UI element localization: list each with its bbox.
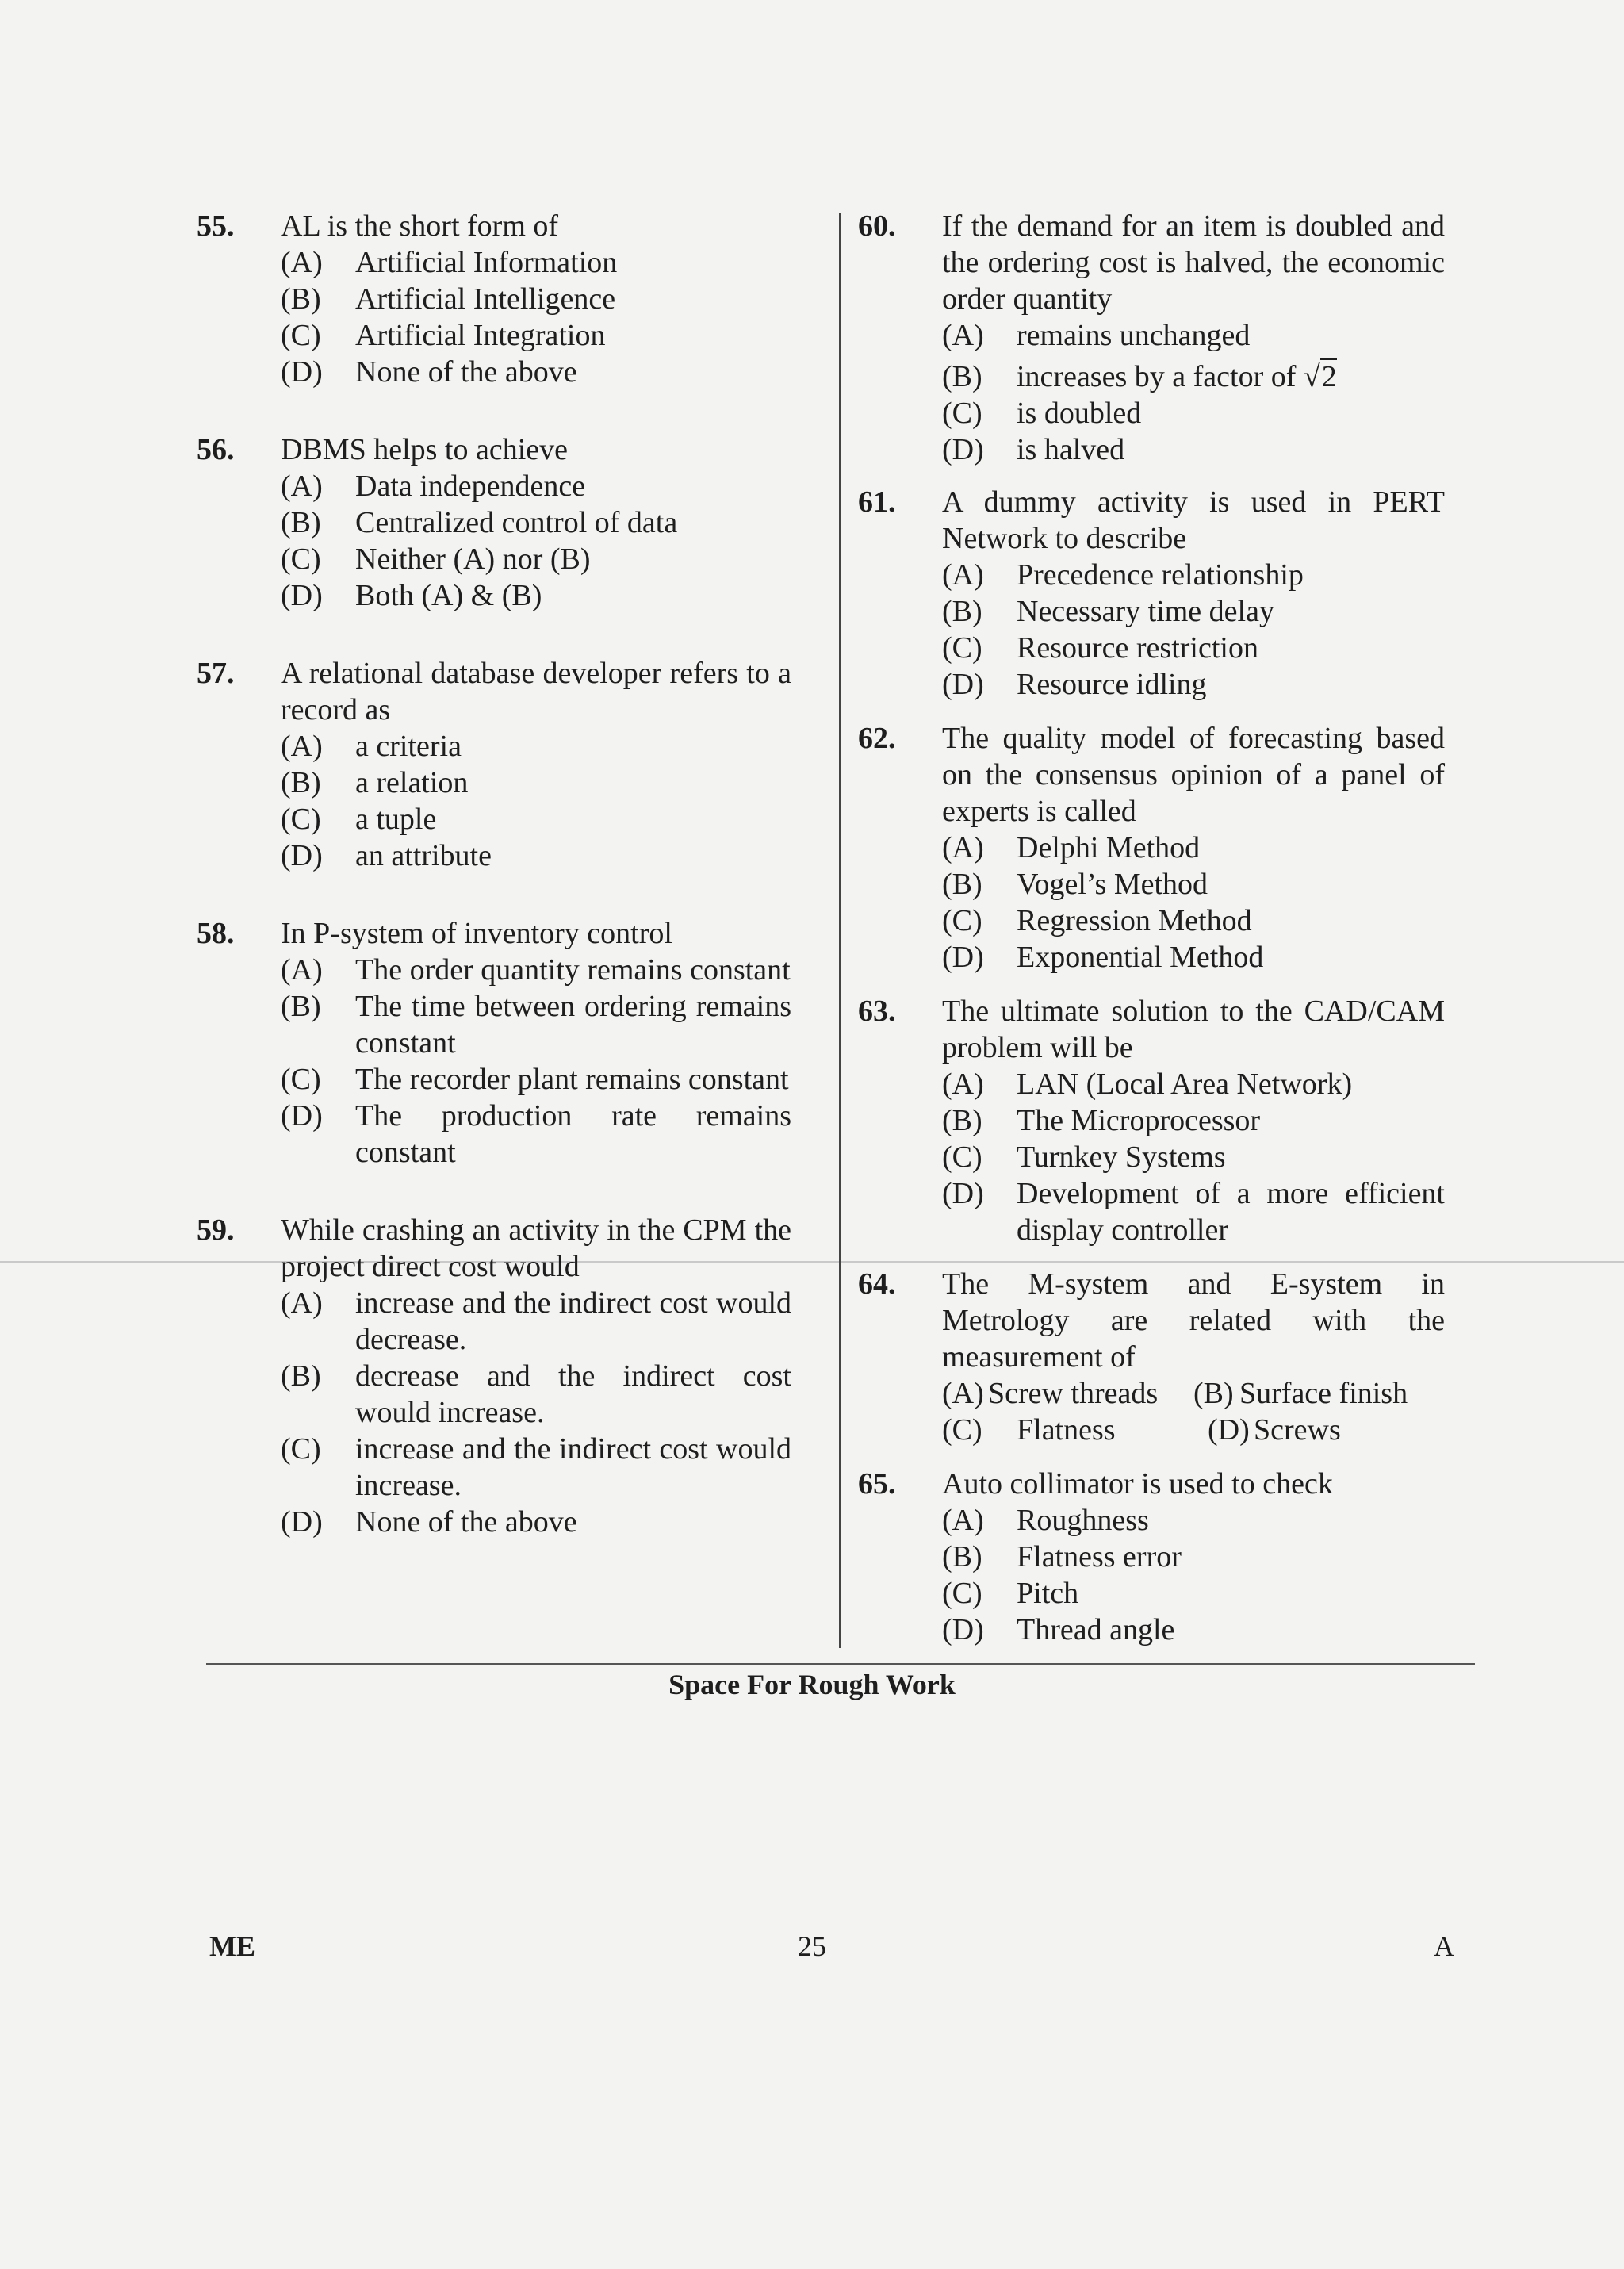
bottom-rule (206, 1663, 1475, 1665)
option-d: (D) None of the above (281, 355, 577, 389)
question-stem: AL is the short form of (281, 209, 559, 243)
right-column (858, 208, 1445, 1648)
question-number: 55. (197, 209, 235, 243)
question-56 (197, 431, 791, 614)
question-stem: The quality model of forecasting based on the consensus opinion of a panel of experts is called (942, 722, 1445, 828)
footer-page-number: 25 (798, 1930, 826, 1962)
option-d: (D) Screws (1208, 1413, 1341, 1447)
option-c: (C) Regression Method (942, 904, 1252, 937)
question-65 (858, 1466, 1445, 1648)
option-row (942, 1412, 1445, 1448)
option-d: (D) The production rate remains constant (281, 1099, 791, 1169)
option-c: (C) increase and the indirect cost would increase. (281, 1432, 791, 1502)
question-61 (858, 484, 1445, 703)
question-stem: A dummy activity is used in PERT Network to describe (942, 485, 1445, 555)
question-number: 58. (197, 917, 235, 950)
option-b: (B) Vogel’s Method (942, 868, 1208, 901)
question-number: 63. (858, 995, 896, 1028)
column-divider (839, 213, 841, 1648)
option-a: (A) Screw threads (942, 1377, 1159, 1410)
option-d: (D) Exponential Method (942, 941, 1264, 974)
option-a: (A) a criteria (281, 730, 462, 763)
question-stem: Auto collimator is used to check (942, 1467, 1333, 1501)
option-a: (A) LAN (Local Area Network) (942, 1067, 1353, 1101)
option-b: (B) Artificial Intelligence (281, 282, 616, 316)
question-number: 65. (858, 1467, 896, 1501)
question-number: 61. (858, 485, 896, 519)
question-stem: If the demand for an item is doubled and the ordering cost is halved, the economic order quantity (942, 209, 1445, 316)
question-60 (858, 208, 1445, 468)
option-d: (D) Development of a more efficient display controller (942, 1177, 1445, 1247)
question-64 (858, 1266, 1445, 1448)
option-b: (B) Flatness error (942, 1540, 1182, 1573)
question-number: 62. (858, 722, 896, 755)
option-c: (C) Turnkey Systems (942, 1140, 1226, 1174)
rough-work-heading: Space For Rough Work (668, 1669, 956, 1700)
option-c: (C) a tuple (281, 803, 437, 836)
option-b: (B) Centralized control of data (281, 506, 678, 539)
option-b: (B) Necessary time delay (942, 595, 1274, 628)
option-a: (A) remains unchanged (942, 319, 1251, 352)
question-stem: A relational database developer refers to a record as (281, 657, 791, 726)
question-58 (197, 915, 791, 1171)
question-stem: The M-system and E-system in Metrology are related with the measurement of (942, 1267, 1445, 1374)
square-root: √2 (1303, 360, 1337, 393)
option-d: (D) Resource idling (942, 668, 1207, 701)
option-c: (C) Flatness (942, 1413, 1116, 1447)
option-a: (A) increase and the indirect cost would decrease. (281, 1286, 791, 1356)
option-d: (D) Both (A) & (B) (281, 579, 542, 612)
option-c: (C) Resource restriction (942, 631, 1258, 665)
option-b: (B) The Microprocessor (942, 1104, 1261, 1137)
option-c: (C) Artificial Integration (281, 319, 606, 352)
question-59 (197, 1212, 791, 1540)
option-d: (D) None of the above (281, 1505, 577, 1539)
question-55 (197, 208, 791, 390)
question-number: 56. (197, 433, 235, 466)
question-number: 64. (858, 1267, 896, 1301)
question-57 (197, 655, 791, 874)
option-d: (D) an attribute (281, 839, 492, 872)
question-number: 59. (197, 1213, 235, 1247)
option-d: (D) is halved (942, 433, 1125, 466)
option-a: (A) Artificial Information (281, 246, 618, 279)
option-row (942, 1375, 1445, 1412)
left-column (197, 208, 791, 1581)
option-b: (B) Surface finish (1193, 1377, 1408, 1410)
option-d: (D) Thread angle (942, 1613, 1175, 1646)
option-c: (C) Neither (A) nor (B) (281, 542, 591, 576)
question-stem: In P-system of inventory control (281, 917, 672, 950)
question-number: 60. (858, 209, 896, 243)
question-number: 57. (197, 657, 235, 690)
footer-subject-code: ME (209, 1930, 255, 1962)
option-a: (A) Precedence relationship (942, 558, 1304, 592)
question-stem: While crashing an activity in the CPM the project direct cost would (281, 1213, 791, 1283)
option-c: (C) The recorder plant remains constant (281, 1063, 789, 1096)
question-stem: DBMS helps to achieve (281, 433, 569, 466)
option-b: (B) increases by a factor of √2 (942, 360, 1337, 393)
question-stem: The ultimate solution to the CAD/CAM problem will be (942, 995, 1445, 1064)
option-a: (A) Delphi Method (942, 831, 1201, 864)
option-b: (B) decrease and the indirect cost would increase. (281, 1359, 791, 1429)
question-63 (858, 993, 1445, 1248)
option-b: (B) a relation (281, 766, 469, 799)
question-62 (858, 720, 1445, 975)
option-a: (A) The order quantity remains constant (281, 953, 791, 987)
option-a: (A) Data independence (281, 470, 586, 503)
right-questions (858, 484, 1445, 1248)
option-b: (B) The time between ordering remains constant (281, 990, 791, 1060)
option-c: (C) Pitch (942, 1577, 1079, 1610)
option-c: (C) is doubled (942, 397, 1142, 430)
footer-set-letter: A (1434, 1930, 1454, 1962)
option-a: (A) Roughness (942, 1504, 1149, 1537)
